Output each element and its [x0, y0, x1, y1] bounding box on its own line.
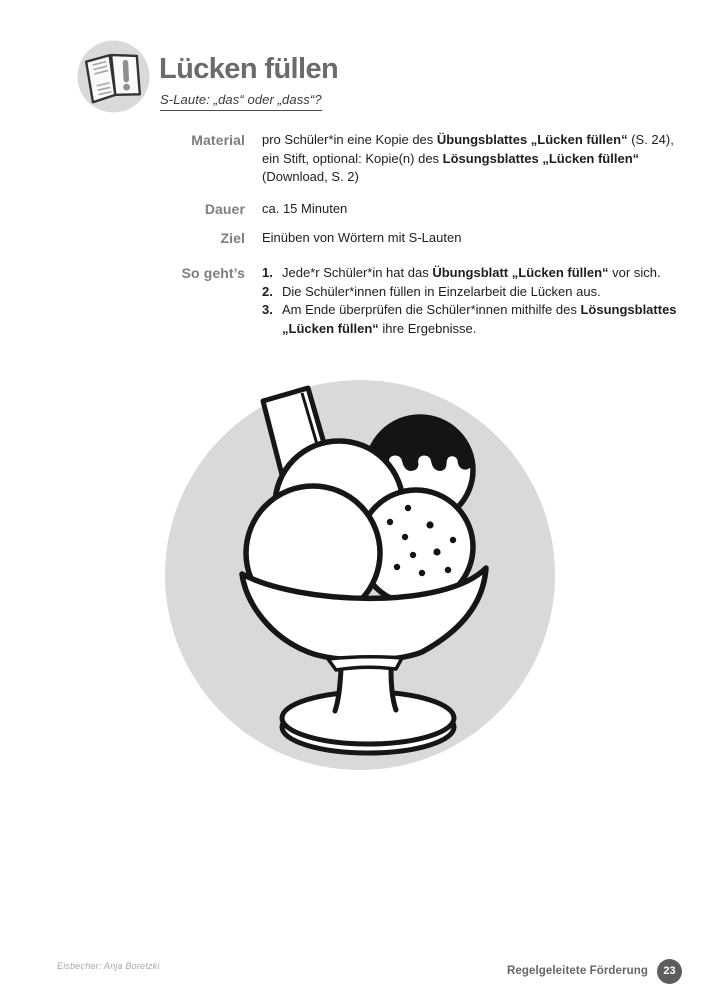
row-label-dauer: Dauer [204, 200, 245, 217]
info-row-material [0, 131, 690, 187]
text: vor sich. [608, 264, 661, 280]
text-line [262, 131, 682, 150]
text-line [282, 264, 682, 283]
bold-text: Übungsblattes „Lücken füllen“ [436, 132, 628, 147]
text: Einüben von Wörtern mit S-Lauten [262, 230, 462, 246]
row-label-material: Material [191, 132, 245, 148]
step-3 [262, 301, 682, 338]
footer-series-title: Regelgeleitete Förderung [506, 965, 648, 977]
step-text [282, 264, 682, 283]
page-title: Lücken füllen [159, 53, 339, 85]
row-content-ziel [262, 229, 682, 248]
text: ca. 15 Minuten [262, 200, 348, 216]
step-1 [262, 264, 682, 283]
step-2 [262, 283, 682, 302]
text: pro Schüler*in eine Kopie des [262, 132, 437, 147]
step-text [282, 283, 682, 302]
info-row-ziel [0, 229, 690, 248]
text-line [262, 229, 682, 248]
text: ihre Ergebnisse. [378, 320, 477, 336]
info-row-dauer [0, 200, 690, 219]
open-book-exclamation-icon [77, 40, 150, 113]
step-number: 3. [262, 302, 273, 318]
sundae-illustration [160, 375, 560, 775]
bold-text: Lösungsblattes „Lücken füllen“ [442, 150, 640, 166]
row-content-so-gehts [262, 264, 682, 338]
text: Die Schüler*innen füllen in Einzelarbeit die Lücken aus. [282, 283, 601, 299]
footer-right [507, 958, 682, 984]
text-line [282, 283, 682, 302]
row-label-ziel: Ziel [220, 230, 245, 247]
bowl-stem [328, 657, 402, 713]
text: Jede*r Schüler*in hat das [282, 264, 433, 280]
footer-credit: Eisbecher: Anja Boretzki [57, 961, 160, 971]
text: (S. 24), [627, 132, 674, 147]
step-text [282, 301, 682, 338]
text: ein Stift, optional: Kopie(n) des [262, 150, 443, 166]
bold-text: „Lücken füllen“ [282, 320, 379, 336]
text-line [262, 168, 682, 187]
page-number-badge: 23 [657, 959, 682, 984]
text-line [282, 320, 682, 339]
page-subtitle: S-Laute: „das“ oder „dass“? [160, 92, 322, 111]
text: Am Ende überprüfen die Schüler*innen mithilfe des [282, 302, 581, 318]
row-content-dauer [262, 200, 682, 219]
info-rows [0, 131, 690, 338]
text-line [262, 200, 682, 219]
bold-text: Übungsblatt „Lücken füllen“ [432, 264, 609, 280]
row-label-so-gehts: So geht’s [181, 264, 245, 281]
row-content-material [262, 131, 682, 187]
text: (Download, S. 2) [262, 169, 359, 185]
text-line [262, 150, 682, 169]
info-row-so-gehts [0, 264, 690, 338]
step-number: 2. [262, 283, 273, 299]
step-number: 1. [262, 264, 273, 280]
bold-text: Lösungsblattes [580, 302, 677, 318]
text-line [282, 301, 682, 320]
